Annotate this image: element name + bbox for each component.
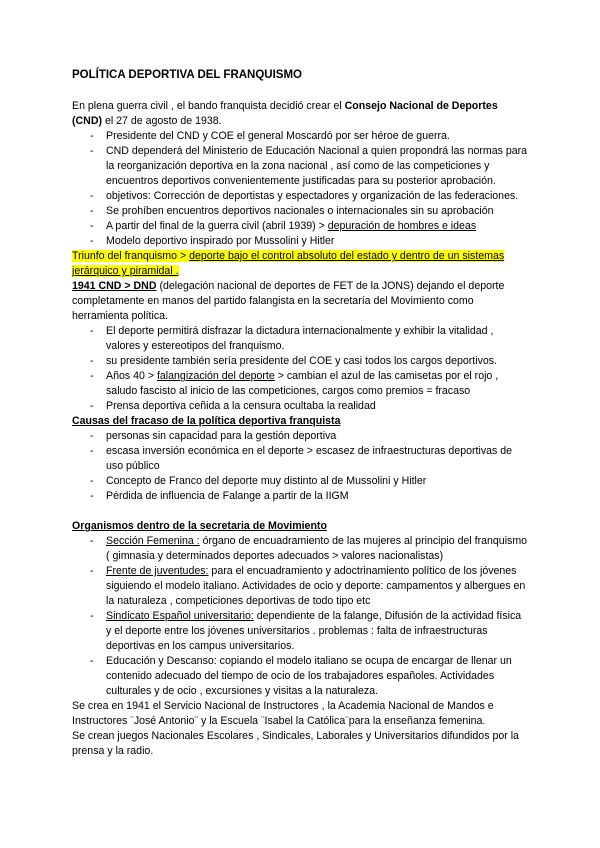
document-title: POLÍTICA DEPORTIVA DEL FRANQUISMO xyxy=(72,69,303,81)
document-page xyxy=(72,67,528,759)
organismos-heading: Organismos dentro de la secretaria de Movimiento xyxy=(72,520,327,532)
dnd-paragraph xyxy=(72,279,528,324)
dnd-bold: 1941 CND > DND xyxy=(72,280,157,292)
list-item: - Pérdida de influencia de Falange a partir de la IIGM xyxy=(72,489,528,504)
causas-heading: Causas del fracaso de la política deportiva franquista xyxy=(72,415,341,427)
list-item xyxy=(72,534,528,564)
list-item: - escasa inversión económica en el deporte > escasez de infraestructuras deportivas de uso público xyxy=(72,444,528,474)
intro-paragraph xyxy=(72,99,528,129)
list-item: - Modelo deportivo inspirado por Mussolini y Hitler xyxy=(72,234,528,249)
intro-list xyxy=(72,129,528,249)
list-item: - CND dependerá del Ministerio de Educación Nacional a quien propondrá las normas para la reorganización deportiva en la zona nacional , así como de las competiciones y encuentros deportivos convenientemente justificadas para su posterior aprobación. xyxy=(72,144,528,189)
list-item: - su presidente también sería presidente del COE y casi todos los cargos deportivos. xyxy=(72,354,528,369)
dnd-text: (delegación nacional de deportes de FET de la JONS) dejando el deporte completamente en manos del partido falangista en la secretaría del Movimiento como herramienta política. xyxy=(72,280,505,322)
list-item: - El deporte permitirá disfrazar la dictadura internacionalmente y exhibir la vitalidad , valores y estereotipos del franquismo. xyxy=(72,324,528,354)
dnd-list xyxy=(72,324,528,414)
organismo-desc: Educación y Descanso: copiando el modelo italiano se ocupa de encargar de llenar un contenido adecuado del tiempo de ocio de los trabajadores españoles. Actividades culturales y de ocio , excursiones y visitas a la naturaleza. xyxy=(106,655,512,697)
list-item: - Presidente del CND y COE el general Moscardó por ser héroe de guerra. xyxy=(72,129,528,144)
organismo-name: Frente de juventudes: xyxy=(106,565,209,577)
intro-text: En plena guerra civil , el bando franquista decidió crear el xyxy=(72,100,345,112)
list-item: - Se prohíben encuentros deportivos nacionales o internacionales sin su aprobación xyxy=(72,204,528,219)
falangizacion-pre: Años 40 > xyxy=(106,370,157,382)
list-item: - Prensa deportiva ceñida a la censura ocultaba la realidad xyxy=(72,399,528,414)
list-item xyxy=(72,564,528,609)
triunfo-underlined: deporte bajo el control absoluto del estado y dentro de un sistemas jerárquico y piramidal . xyxy=(72,250,505,277)
organismos-list xyxy=(72,534,528,699)
triunfo-pre: Triunfo del franquismo > xyxy=(72,250,190,262)
triunfo-highlight xyxy=(72,249,528,279)
cnd-bold: Consejo Nacional de Deportes (CND) xyxy=(72,100,498,127)
organismo-desc: órgano de encuadramiento de las mujeres al principio del franquismo ( gimnasia y determinados deportes adecuados > valores nacionalistas) xyxy=(106,535,528,562)
organismo-name: Sección Femenina : xyxy=(106,535,200,547)
depuracion-underlined: depuración de hombres e ideas xyxy=(327,220,477,232)
falangizacion-post: > cambian el azul de las camisetas por el rojo , saludo fascisto al inicio de las competiciones, cargos como premios = fracaso xyxy=(106,370,499,397)
falangizacion-underlined: falangización del deporte xyxy=(156,370,275,382)
organismo-desc: para el encuadramiento y adoctrinamiento político de los jóvenes siguiendo el modelo italiano. Actividades de ocio y deporte: campamentos y albergues en la naturaleza , competiciones deportivas de todo tipo etc xyxy=(106,565,526,607)
depuracion-pre: A partir del final de la guerra civil (abril 1939) > xyxy=(106,220,328,232)
causas-list xyxy=(72,429,528,504)
organismo-desc: dependiente de la falange, Difusión de la actividad física y el deporte entre los jóvenes universitarios . problemas : falta de infraestructuras deportivas en los campus universitarios. xyxy=(106,610,522,652)
closing-paragraph-2: Se crean juegos Nacionales Escolares , Sindicales, Laborales y Universitarios difundidos por la prensa y la radio. xyxy=(72,730,519,757)
list-item xyxy=(72,369,528,399)
list-item: - personas sin capacidad para la gestión deportiva xyxy=(72,429,528,444)
list-item xyxy=(72,654,528,699)
list-item: - objetivos: Corrección de deportistas y espectadores y organización de las federaciones. xyxy=(72,189,528,204)
organismo-name: Sindicato Español universitario: xyxy=(106,610,254,622)
list-item: - Concepto de Franco del deporte muy distinto al de Mussolini y Hitler xyxy=(72,474,528,489)
list-item xyxy=(72,219,528,234)
list-item xyxy=(72,609,528,654)
closing-paragraph-1: Se crea en 1941 el Servicio Nacional de Instructores , la Academia Nacional de Mandos e Instructores ¨José Antonio¨ y la Escuela ¨Isabel la Católica¨para la enseñanza femenina. xyxy=(72,700,494,727)
intro-date: el 27 de agosto de 1938. xyxy=(102,115,222,127)
